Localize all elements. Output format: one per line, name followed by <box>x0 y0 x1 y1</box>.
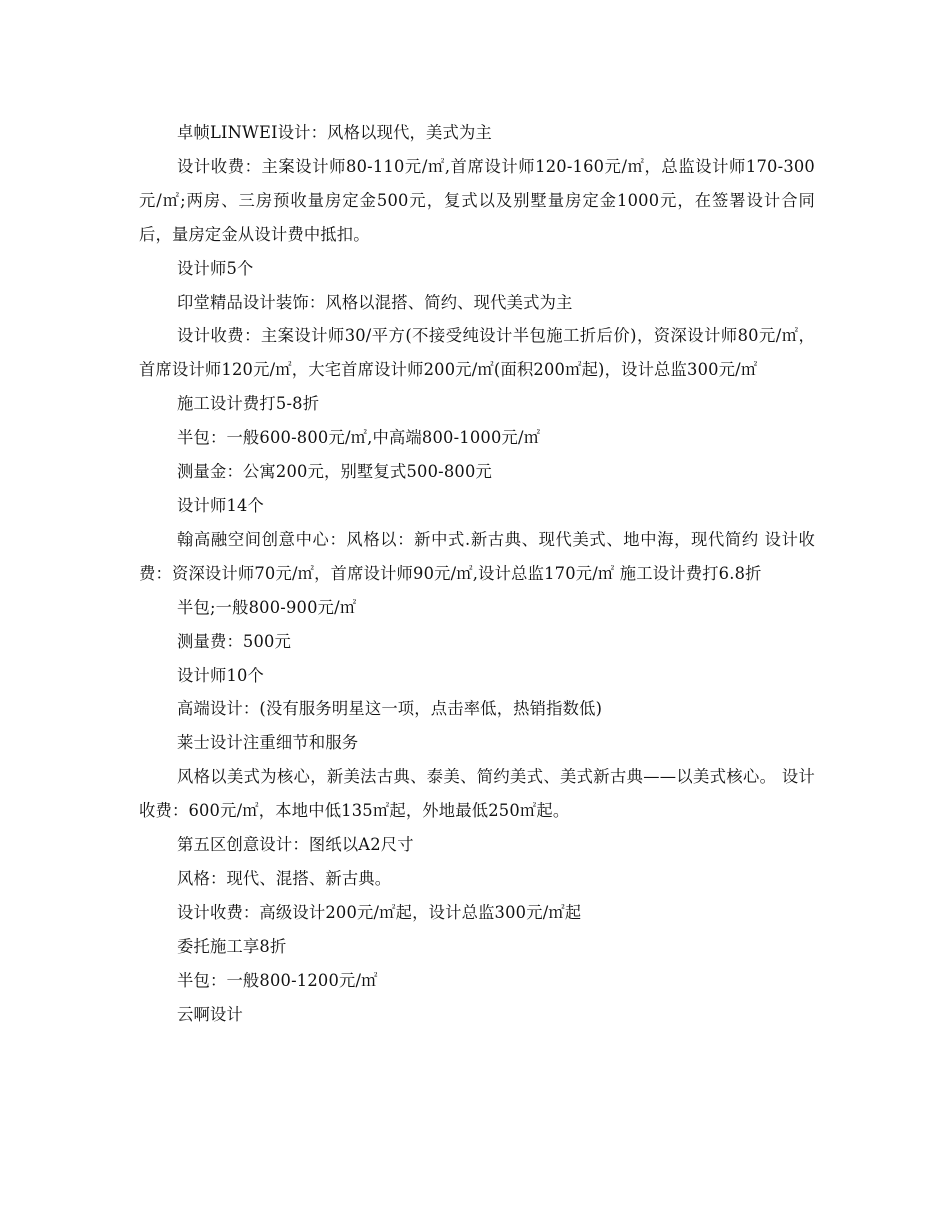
paragraph-diwuqu-drawings: 第五区创意设计：图纸以A2尺寸 <box>177 835 414 855</box>
paragraph-diwuqu-fees: 设计收费：高级设计200元/㎡起，设计总监300元/㎡起 <box>177 902 582 922</box>
paragraph-yintang-designers: 设计师14个 <box>177 495 265 515</box>
paragraph-yintang-style: 印堂精品设计装饰：风格以混搭、简约、现代美式为主 <box>177 292 573 312</box>
paragraph-hangao-designers: 设计师10个 <box>177 665 265 685</box>
paragraph-yintang-fees: 设计收费：主案设计师30/平方(不接受纯设计半包施工折后价)，资深设计师80元/㎡，首席设计师120元/㎡，大宅首席设计师200元/㎡(面积200㎡起)，设计总监300元/㎡ <box>139 326 815 380</box>
paragraph-yintang-measure: 测量金：公寓200元，别墅复式500-800元 <box>177 462 492 482</box>
paragraph-linwei-designers: 设计师5个 <box>177 258 254 278</box>
paragraph-yintang-discount: 施工设计费打5-8折 <box>177 394 320 414</box>
paragraph-high-end: 高端设计：(没有服务明星这一项，点击率低，热销指数低) <box>177 699 603 719</box>
document-body <box>139 116 815 1031</box>
paragraph-yintang-halfpack: 半包：一般600-800元/㎡,中高端800-1000元/㎡ <box>177 428 541 448</box>
paragraph-laishi-intro: 莱士设计注重细节和服务 <box>177 733 359 753</box>
paragraph-diwuqu-discount: 委托施工享8折 <box>177 936 287 956</box>
paragraph-diwuqu-halfpack: 半包：一般800-1200元/㎡ <box>177 970 378 990</box>
paragraph-hangao-style-fees: 翰高融空间创意中心：风格以：新中式.新古典、现代美式、地中海，现代简约 设计收费：资深设计师70元/㎡，首席设计师90元/㎡,设计总监170元/㎡ 施工设计费打6.8折 <box>139 529 815 583</box>
paragraph-diwuqu-style: 风格：现代、混搭、新古典。 <box>177 868 392 888</box>
paragraph-linwei-fees: 设计收费：主案设计师80-110元/㎡,首席设计师120-160元/㎡，总监设计师170-300元/㎡;两房、三房预收量房定金500元，复式以及别墅量房定金1000元，在签署设计合同后，量房定金从设计费中抵扣。 <box>139 156 815 244</box>
paragraph-hangao-halfpack: 半包;一般800-900元/㎡ <box>177 597 357 617</box>
paragraph-yuna-design: 云啊设计 <box>177 1004 243 1024</box>
paragraph-laishi-style-fees: 风格以美式为核心，新美法古典、泰美、简约美式、美式新古典——以美式核心。 设计收费：600元/㎡，本地中低135㎡起，外地最低250㎡起。 <box>139 767 815 821</box>
paragraph-linwei-style: 卓帧LINWEI设计：风格以现代，美式为主 <box>177 123 492 142</box>
paragraph-hangao-measure: 测量费：500元 <box>177 631 292 651</box>
